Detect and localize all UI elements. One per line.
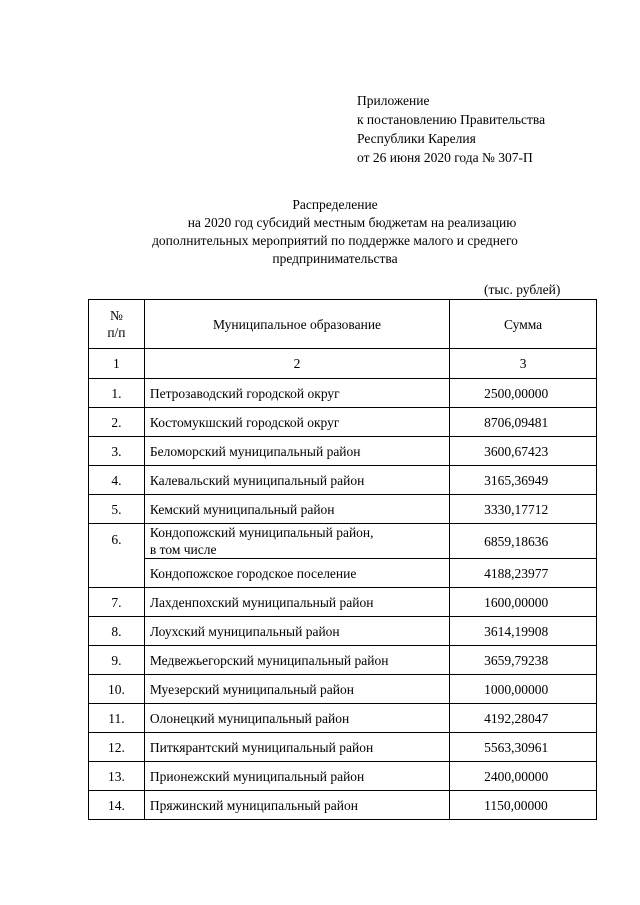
units-label: (тыс. рублей) [484, 282, 561, 297]
table-row [89, 733, 597, 762]
row-municipality: Кондопожское городское поселение [144, 559, 449, 588]
row-municipality: Медвежьегорский муниципальный район [144, 646, 449, 675]
row-number: 14. [89, 791, 145, 820]
row-number: 5. [89, 495, 145, 524]
row-municipality: Лахденпохский муниципальный район [144, 588, 449, 617]
title-line: Распределение [292, 197, 378, 212]
row-sum: 1150,00000 [450, 791, 597, 820]
column-index: 2 [144, 349, 449, 379]
header-sum: Сумма [450, 300, 597, 349]
row-municipality: Пряжинский муниципальный район [144, 791, 449, 820]
table-row [89, 791, 597, 820]
header-number: № п/п [89, 300, 145, 349]
subsidy-table [88, 299, 597, 820]
table-row [89, 437, 597, 466]
row-number: 12. [89, 733, 145, 762]
row-municipality: Кондопожский муниципальный район, в том числе [144, 524, 449, 559]
table-row [89, 379, 597, 408]
table-row [89, 559, 597, 588]
table-row [89, 675, 597, 704]
row-number: 1. [89, 379, 145, 408]
appendix-block [357, 91, 545, 167]
appendix-line: Республики Карелия [357, 131, 476, 146]
title-line: дополнительных мероприятий по поддержке малого и среднего [152, 233, 518, 248]
row-sum: 3659,79238 [450, 646, 597, 675]
row-number: 10. [89, 675, 145, 704]
row-number: 6. [89, 524, 145, 588]
row-number: 13. [89, 762, 145, 791]
header-municipality: Муниципальное образование [144, 300, 449, 349]
title-line: предпринимательства [272, 251, 398, 266]
row-number: 3. [89, 437, 145, 466]
table-row [89, 495, 597, 524]
row-sum: 4188,23977 [450, 559, 597, 588]
row-sum: 3165,36949 [450, 466, 597, 495]
row-sum: 1000,00000 [450, 675, 597, 704]
table-row [89, 646, 597, 675]
column-index: 3 [450, 349, 597, 379]
row-municipality: Костомукшский городской округ [144, 408, 449, 437]
row-sum: 4192,28047 [450, 704, 597, 733]
row-municipality: Беломорский муниципальный район [144, 437, 449, 466]
row-number: 2. [89, 408, 145, 437]
table-row [89, 408, 597, 437]
row-number: 7. [89, 588, 145, 617]
row-sum: 1600,00000 [450, 588, 597, 617]
table-row [89, 588, 597, 617]
table-row [89, 704, 597, 733]
row-municipality: Олонецкий муниципальный район [144, 704, 449, 733]
table-row [89, 524, 597, 559]
column-index: 1 [89, 349, 145, 379]
row-sum: 2400,00000 [450, 762, 597, 791]
title-line: на 2020 год субсидий местным бюджетам на реализацию [187, 215, 517, 230]
row-municipality: Калевальский муниципальный район [144, 466, 449, 495]
row-municipality: Лоухский муниципальный район [144, 617, 449, 646]
row-sum: 8706,09481 [450, 408, 597, 437]
row-number: 4. [89, 466, 145, 495]
row-municipality: Петрозаводский городской округ [144, 379, 449, 408]
row-number: 8. [89, 617, 145, 646]
row-sum: 3614,19908 [450, 617, 597, 646]
row-sum: 3330,17712 [450, 495, 597, 524]
row-municipality: Муезерский муниципальный район [144, 675, 449, 704]
column-index-row [89, 349, 597, 379]
row-sum: 3600,67423 [450, 437, 597, 466]
row-sum: 2500,00000 [450, 379, 597, 408]
row-number: 9. [89, 646, 145, 675]
document-title [100, 196, 570, 268]
table-header-row [89, 300, 597, 349]
table-row [89, 617, 597, 646]
row-municipality: Прионежский муниципальный район [144, 762, 449, 791]
row-sum: 5563,30961 [450, 733, 597, 762]
row-sum: 6859,18636 [450, 524, 597, 559]
row-municipality: Кемский муниципальный район [144, 495, 449, 524]
appendix-line: к постановлению Правительства [357, 112, 546, 127]
table-row [89, 466, 597, 495]
table-row [89, 762, 597, 791]
row-municipality: Питкярантский муниципальный район [144, 733, 449, 762]
appendix-line: от 26 июня 2020 года № 307-П [357, 150, 533, 165]
appendix-line: Приложение [357, 93, 430, 108]
row-number: 11. [89, 704, 145, 733]
